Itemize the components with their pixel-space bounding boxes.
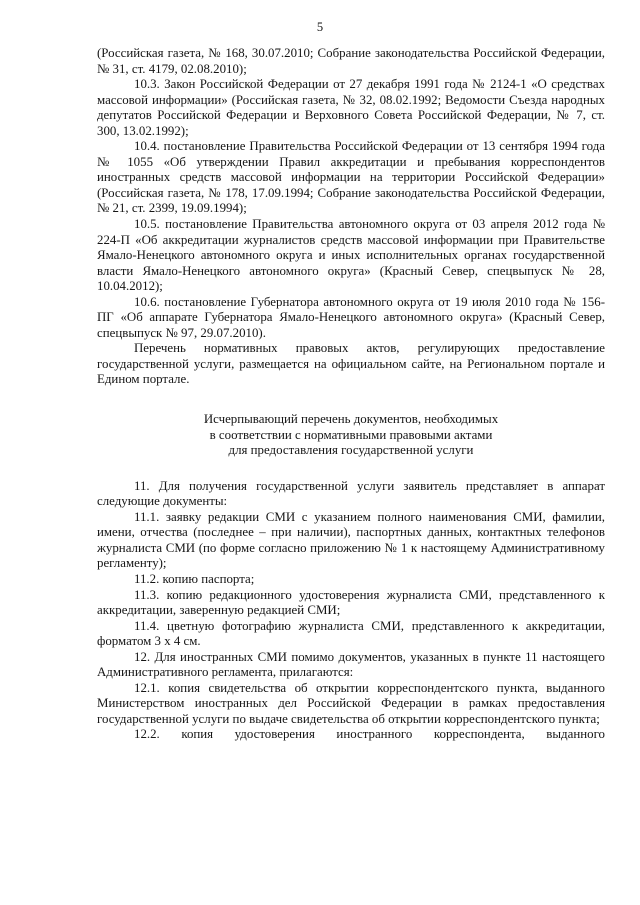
paragraph-10-5: 10.5. постановление Правительства автономного округа от 03 апреля 2012 года № 224-П «Об аккредитации журналистов средств массовой информации при Правительстве Ямало-Ненецкого автономного округа и иных исполнительных органах государственной власти Ямало-Ненецкого автономного округа» (Красный Север, спецвыпуск № 28, 10.04.2012); [97,217,605,294]
paragraph-regulatory-list: Перечень нормативных правовых актов, регулирующих предоставление государственной услуги, размещается на официальном сайте, на Региональном портале и Едином портале. [97,341,605,387]
paragraph-11-4: 11.4. цветную фотографию журналиста СМИ, представленного к аккредитации, форматом 3 х 4 см. [97,618,605,649]
paragraph-10-3: 10.3. Закон Российской Федерации от 27 декабря 1991 года № 2124-1 «О средствах массовой информации» (Российская газета, № 32, 08.02.1992; Ведомости Съезда народных депутатов Российской Федерации и Верховного Совета Российской Федерации, № 7, ст. 300, 13.02.1992); [97,77,605,138]
paragraph-12: 12. Для иностранных СМИ помимо документов, указанных в пункте 11 настоящего Административного регламента, прилагаются: [97,649,605,680]
section-heading [97,412,605,459]
paragraph-12-2: 12.2. копия удостоверения иностранного корреспондента, выданного [134,727,605,742]
paragraph-11-2: 11.2. копию паспорта; [134,571,255,586]
page-number: 5 [316,20,324,34]
paragraph-continuation: (Российская газета, № 168, 30.07.2010; Собрание законодательства Российской Федерации, № 31, ст. 4179, 02.08.2010); [97,46,605,76]
page-body [97,46,605,743]
paragraph-12-1: 12.1. копия свидетельства об открытии корреспондентского пункта, выданного Министерством иностранных дел Российской Федерации в рамках предоставления государственной услуги по выдаче свидетельства об открытии корреспондентского пункта; [97,680,605,726]
section-heading-line-2: в соответствии с нормативными правовыми актами [209,427,493,442]
section-heading-line-3: для предоставления государственной услуги [228,443,474,458]
paragraph-10-6: 10.6. постановление Губернатора автономного округа от 19 июля 2010 года № 156-ПГ «Об аппарате Губернатора Ямало-Ненецкого автономного округа» (Красный Север, спецвыпуск № 97, 29.07.2010). [97,294,605,340]
paragraph-11-1: 11.1. заявку редакции СМИ с указанием полного наименования СМИ, фамилии, имени, отчества (последнее – при наличии), паспортных данных, контактных телефонов журналиста СМИ (по форме согласно приложению № 1 к настоящему Административному регламенту); [97,509,605,571]
paragraph-10-4: 10.4. постановление Правительства Российской Федерации от 13 сентября 1994 года № 1055 «Об утверждении Правил аккредитации и пребывания корреспондентов иностранных средств массовой информации на территории Российской Федерации» (Российская газета, № 178, 17.09.1994; Собрание законодательства Российской Федерации, № 21, ст. 2399, 19.09.1994); [97,139,605,216]
paragraph-11-3: 11.3. копию редакционного удостоверения журналиста СМИ, представленного к аккредитации, заверенную редакцией СМИ; [97,587,605,618]
paragraph-11: 11. Для получения государственной услуги заявитель представляет в аппарат следующие документы: [97,478,605,509]
section-heading-line-1: Исчерпывающий перечень документов, необходимых [203,412,499,427]
